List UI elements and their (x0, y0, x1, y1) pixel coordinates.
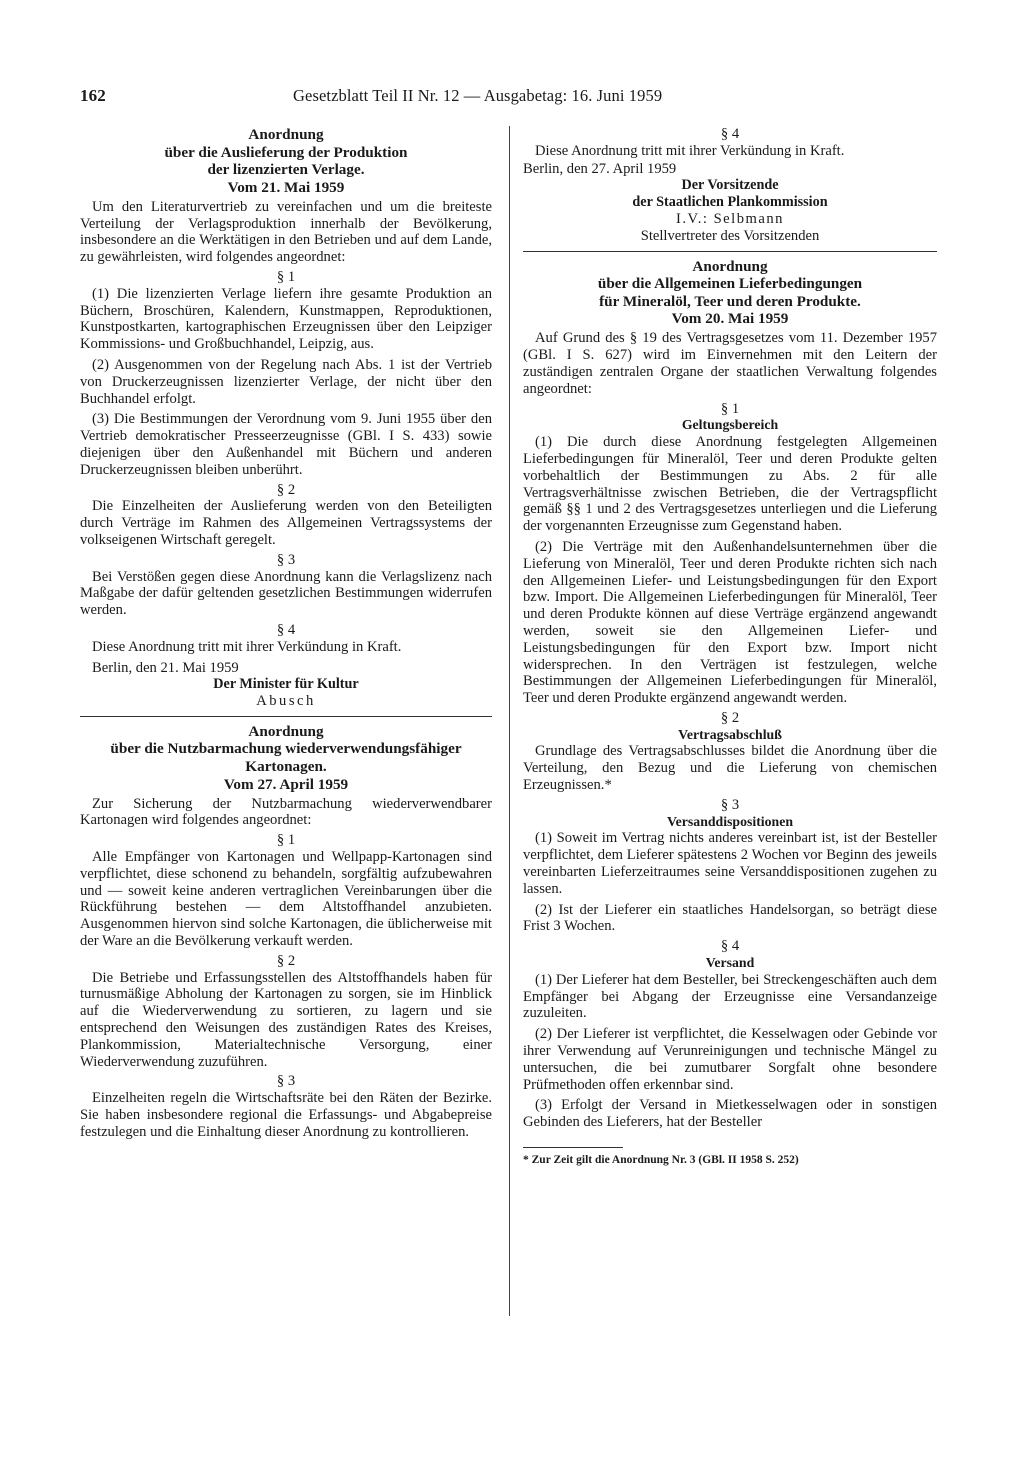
separator-rule (523, 251, 937, 252)
footnote: * Zur Zeit gilt die Anordnung Nr. 3 (GBl. II 1958 S. 252) (523, 1154, 799, 1167)
preamble: Auf Grund des § 19 des Vertragsgesetzes vom 11. Dezember 1957 (GBl. I S. 627) wird im Einvernehmen mit den Leitern der zuständigen zentralen Organe der staatlichen Verwaltung folgendes angeordnet: (523, 330, 937, 397)
title-line: Anordnung (248, 722, 324, 740)
title-line: der lizenzierten Verlage. (207, 161, 365, 179)
section-number: § 4 (276, 621, 296, 638)
paragraph: (3) Erfolgt der Versand in Mietkesselwagen oder in sonstigen Gebinden des Lieferers, hat der Besteller (523, 1097, 937, 1131)
title-line: über die Auslieferung der Produktion (164, 143, 408, 161)
section-number: § 2 (720, 709, 740, 726)
section-number: § 1 (276, 268, 296, 285)
paragraph: (1) Die lizenzierten Verlage liefern ihre gesamte Produktion an Büchern, Broschüren, Kalendern, Kunstmappen, Reproduktionen, Kunstpostkarten, kartographischen Erzeugnissen über den Leipziger Kommissions- und Großbuchhandel, Leipzig, aus. (80, 285, 492, 353)
paragraph: (1) Die durch diese Anordnung festgelegten Allgemeinen Lieferbedingungen für Mineralöl, Teer und deren Produkte gelten vorbehaltlich der Bestimmungen zu Abs. 2 für alle Vertragsverhältnisse zwischen Betrieben, die der Vertragspflicht gemäß §§ 1 und 2 des Vertragsgesetzes unterliegen und die Lieferung der vorgenannten Erzeugnisse zum Gegenstand haben. (523, 434, 937, 535)
paragraph: (2) Ist der Lieferer ein staatliches Handelsorgan, so beträgt diese Frist 3 Wochen. (523, 901, 937, 935)
paragraph: (2) Ausgenommen von der Regelung nach Abs. 1 ist der Vertrieb von Druckerzeugnissen lizenzierter Verlage, der nicht über den Buchhandel erfolgt. (80, 356, 492, 407)
title-line: über die Nutzbarmachung wiederverwendungsfähiger Kartonagen. (110, 740, 462, 776)
paragraph: Grundlage des Vertragsabschlusses bildet die Anordnung über die Verteilung, den Bezug und die Lieferung von chemischen Erzeugnissen.* (523, 743, 937, 794)
ordinance-title (523, 258, 937, 311)
section-number: § 3 (276, 551, 296, 568)
paragraph: Einzelheiten regeln die Wirtschaftsräte bei den Räten der Bezirke. Sie haben insbesondere regional die Erfassungs- und Abgabepreise festzulegen und die Einhaltung dieser Anordnung zu kontrollieren. (80, 1090, 492, 1140)
footnote-rule (523, 1147, 623, 1148)
title-line: Anordnung (692, 257, 768, 275)
right-column (523, 126, 937, 1169)
paragraph: (1) Soweit im Vertrag nichts anderes vereinbart ist, ist der Besteller verpflichtet, dem Lieferer spätestens 2 Wochen vor Beginn des jeweils vereinbarten Lieferzeitraumes seine Versanddispositionen zugehen zu lassen. (523, 830, 937, 897)
ordinance-mineral-oil (523, 258, 937, 1169)
title-line: Anordnung (248, 126, 324, 143)
ordinance-date: Vom 20. Mai 1959 (671, 310, 789, 328)
section-heading: Vertragsabschluß (678, 726, 782, 742)
section-number: § 3 (276, 1073, 296, 1090)
signer-role: Stellvertreter des Vorsitzenden (640, 227, 820, 244)
section-number: § 2 (276, 952, 296, 969)
paragraph: (2) Der Lieferer ist verpflichtet, die Kesselwagen oder Gebinde vor ihrer Verwendung auf Verunreinigungen und technische Mängel zu untersuchen, die bei zumutbarer Sorgfalt ohne besondere Prüfmethoden offen erkennbar sind. (523, 1026, 937, 1093)
paragraph: Die Einzelheiten der Auslieferung werden von den Beteiligten durch Verträge im Rahmen des Allgemeinen Vertragssystems der volkseigenen Wirtschaft geregelt. (80, 498, 492, 548)
paragraph: (3) Die Bestimmungen der Verordnung vom 9. Juni 1955 über den Vertrieb demokratischer Presseerzeugnisse (GBl. I S. 433) sowie diejenigen über den Außenhandel mit Büchern und anderen Druckerzeugnissen bleiben unberührt. (80, 411, 492, 478)
page-number: 162 (80, 86, 106, 105)
section-number: § 4 (720, 938, 740, 955)
paragraph: Diese Anordnung tritt mit ihrer Verkündung in Kraft. (535, 142, 845, 159)
section-number: § 1 (276, 832, 296, 849)
separator-rule (80, 716, 492, 717)
section-heading: Versanddispositionen (666, 813, 793, 829)
page-header (80, 86, 945, 112)
gazette-title: Gesetzblatt Teil II Nr. 12 — Ausgabetag: 16. Juni 1959 (293, 86, 663, 105)
paragraph: Alle Empfänger von Kartonagen und Wellpapp-Kartonagen sind verpflichtet, diese schonend zu behandeln, sorgfältig aufzubewahren und — soweit keine anderen vertraglichen Vereinbarungen über die Rückführung bestehen — dem Altstoffhandel anzubieten. Ausgenommen hiervon sind solche Kartonagen, die üblicherweise mit der Ware an die Bevölkerung verkauft werden. (80, 849, 492, 950)
paragraph: Diese Anordnung tritt mit ihrer Verkündung in Kraft. (92, 638, 402, 655)
place-date: Berlin, den 27. April 1959 (523, 160, 677, 177)
ordinance-literature (80, 126, 492, 710)
signer-title: Der Vorsitzende (681, 177, 779, 194)
title-line: für Mineralöl, Teer und deren Produkte. (599, 292, 861, 310)
section-number: § 4 (720, 126, 740, 142)
column-divider (509, 126, 510, 1316)
ordinance-date: Vom 27. April 1959 (223, 775, 349, 793)
paragraph: Bei Verstößen gegen diese Anordnung kann die Verlagslizenz nach Maßgabe der dafür geltenden gesetzlichen Bestimmungen widerrufen werden. (80, 568, 492, 619)
signer-title: der Staatlichen Plankommission (632, 194, 828, 211)
signer-name: Abusch (256, 693, 316, 710)
place-date: Berlin, den 21. Mai 1959 (92, 659, 239, 676)
signer-name: I.V.: Selbmann (676, 210, 784, 227)
ordinance-cartons-continued (523, 126, 937, 245)
paragraph: Die Betriebe und Erfassungsstellen des Altstoffhandels haben für turnusmäßige Abholung der Kartonagen zu sorgen, sie im Hinblick auf die Wiederverwendung zu sortieren, zu lagern und sie entsprechend den Weisungen des zuständigen Rates des Kreises, Plankommission, Materialtechnische Versorgung, einer Wiederverwendung zuzuführen. (80, 969, 492, 1070)
signer-title: Der Minister für Kultur (213, 676, 359, 693)
ordinance-cartons (80, 723, 492, 1141)
preamble: Zur Sicherung der Nutzbarmachung wiederverwendbarer Kartonagen wird folgendes angeordnet: (80, 795, 492, 829)
left-column (80, 126, 492, 1141)
section-heading: Geltungsbereich (681, 417, 779, 433)
ordinance-title (80, 126, 492, 179)
section-number: § 2 (276, 481, 296, 498)
section-number: § 3 (720, 796, 740, 813)
section-heading: Versand (705, 955, 755, 971)
title-line: über die Allgemeinen Lieferbedingungen (597, 275, 863, 293)
paragraph: (1) Der Lieferer hat dem Besteller, bei Streckengeschäften auch dem Empfänger bei Abgang der Erzeugnisse eine Versandanzeige zuzuleiten. (523, 971, 937, 1022)
ordinance-date: Vom 21. Mai 1959 (227, 178, 345, 196)
ordinance-title (80, 723, 492, 776)
preamble: Um den Literaturvertrieb zu vereinfachen und um die breiteste Verteilung der Verlagsproduktion innerhalb der Bevölkerung, insbesondere an die Werktätigen in den Betrieben und auf dem Lande, zu gewährleisten, wird folgendes angeordnet: (80, 198, 492, 266)
section-number: § 1 (720, 400, 740, 417)
paragraph: (2) Die Verträge mit den Außenhandelsunternehmen über die Lieferung von Mineralöl, Teer und deren Produkte richten sich nach den Allgemeinen Liefer- und Leistungsbedingungen für den Export bzw. Import. Die Allgemeinen Lieferbedingungen für Mineralöl, Teer und deren Produkte können auf diese Verträge ergänzend angewandt werden, soweit sie den Allgemeinen Liefer- und Leistungsbedingungen für den Export bzw. Import nicht widersprechen. In den Verträgen ist festzulegen, welche Bestimmungen der Allgemeinen Lieferbedingungen für Mineralöl, Teer und deren Produkte ergänzend angewandt werden. (523, 538, 937, 707)
